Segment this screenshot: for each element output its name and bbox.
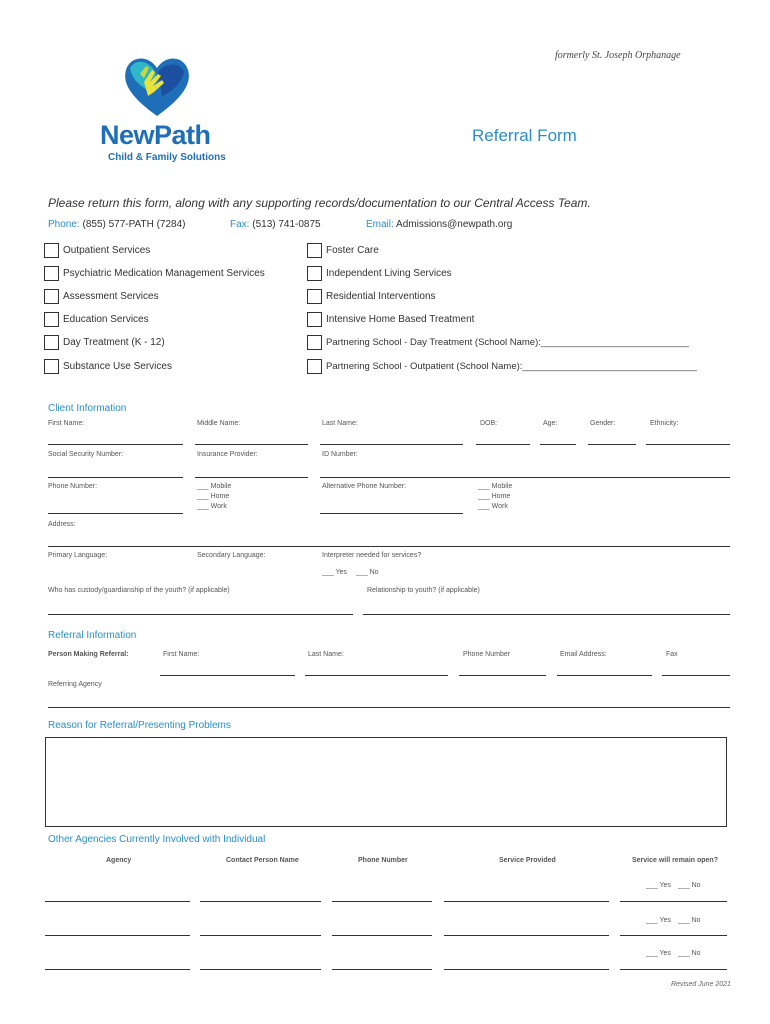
remain-open-yes[interactable]: ___ Yes [646, 882, 671, 889]
referral-phone-label: Phone Number [463, 651, 511, 658]
alt-phone-type-home[interactable]: ___ Home [478, 493, 511, 500]
logo-subtitle: Child & Family Solutions [108, 152, 226, 163]
service-education[interactable] [44, 309, 149, 329]
logo-name: NewPath [100, 120, 211, 150]
agencies-title: Other Agencies Currently Involved with Individual [48, 834, 266, 845]
email-label: Email: [366, 219, 394, 230]
last-name-field[interactable] [320, 444, 463, 445]
checkbox[interactable] [307, 359, 322, 374]
referral-phone-field[interactable] [459, 675, 546, 676]
dob-field[interactable] [476, 444, 530, 445]
phone-label: Phone: [48, 219, 80, 230]
interpreter-yes[interactable]: ___ Yes [322, 569, 347, 576]
service-psychiatric[interactable] [44, 263, 265, 283]
contact-email [366, 219, 512, 230]
custody-field[interactable] [48, 614, 353, 615]
remain-open-field[interactable] [620, 901, 727, 902]
referral-first-name-field[interactable] [160, 675, 295, 676]
referral-info-title: Referral Information [48, 630, 137, 641]
service-assessment[interactable] [44, 286, 159, 306]
service-label: Psychiatric Medication Management Services [63, 267, 265, 279]
agencies-col-agency: Agency [106, 857, 132, 864]
insurance-label: Insurance Provider: [197, 451, 258, 458]
fax-label: Fax: [230, 219, 250, 230]
contact-fax [230, 219, 321, 230]
agencies-col-phone: Phone Number [358, 857, 408, 864]
phone-field[interactable] [332, 935, 432, 936]
heart-hands-icon [122, 52, 192, 122]
reason-title: Reason for Referral/Presenting Problems [48, 720, 231, 731]
contact-field[interactable] [200, 969, 321, 970]
phone-type-home[interactable]: ___ Home [197, 493, 230, 500]
service-label: Partnering School - Day Treatment (School Name):____________________________ [326, 336, 689, 348]
referral-last-name-field[interactable] [305, 675, 448, 676]
dob-label: DOB: [480, 420, 498, 427]
service-substance-use[interactable] [44, 356, 172, 376]
contact-phone [48, 219, 186, 230]
remain-open-field[interactable] [620, 969, 727, 970]
logo [100, 52, 230, 167]
checkbox[interactable] [44, 312, 59, 327]
service-field[interactable] [444, 901, 609, 902]
agencies-col-service: Service Provided [499, 857, 556, 864]
phone-type-mobile[interactable]: ___ Mobile [197, 483, 232, 490]
address-field[interactable] [48, 546, 730, 547]
phone-number-field[interactable] [48, 513, 183, 514]
service-residential[interactable] [307, 286, 436, 306]
service-partnering-outpatient[interactable] [307, 356, 697, 376]
referral-first-name-label: First Name: [163, 651, 200, 658]
id-number-field[interactable] [320, 477, 730, 478]
relationship-field[interactable] [363, 614, 730, 615]
intro-text: Please return this form, along with any supporting records/documentation to our Central Access Team. [48, 196, 591, 210]
referral-email-label: Email Address: [560, 651, 607, 658]
ethnicity-field[interactable] [646, 444, 730, 445]
relationship-label: Relationship to youth? (if applicable) [367, 587, 480, 594]
contact-field[interactable] [200, 901, 321, 902]
form-title: Referral Form [472, 126, 577, 145]
alt-phone-type-work[interactable]: ___ Work [478, 503, 508, 510]
service-label: Independent Living Services [326, 267, 452, 279]
service-intensive-home[interactable] [307, 309, 474, 329]
gender-field[interactable] [588, 444, 636, 445]
agencies-col-remain-open: Service will remain open? [632, 857, 718, 864]
service-label: Intensive Home Based Treatment [326, 313, 475, 325]
insurance-field[interactable] [195, 477, 308, 478]
age-label: Age: [543, 420, 558, 427]
checkbox[interactable] [307, 266, 322, 281]
referral-fax-field[interactable] [662, 675, 730, 676]
service-field[interactable] [444, 969, 609, 970]
client-info-title: Client Information [48, 403, 127, 414]
alt-phone-field[interactable] [320, 513, 463, 514]
remain-open-no[interactable]: ___ No [678, 882, 701, 889]
first-name-field[interactable] [48, 444, 183, 445]
checkbox[interactable] [307, 312, 322, 327]
service-label: Substance Use Services [63, 360, 172, 372]
custody-label: Who has custody/guardianship of the youth? (if applicable) [48, 587, 230, 594]
referral-last-name-label: Last Name: [308, 651, 344, 658]
ethnicity-label: Ethnicity: [650, 420, 679, 427]
checkbox[interactable] [307, 289, 322, 304]
checkbox[interactable] [44, 289, 59, 304]
service-independent-living[interactable] [307, 263, 452, 283]
fax-value: (513) 741-0875 [252, 219, 321, 230]
remain-open-no[interactable]: ___ No [678, 917, 701, 924]
checkbox[interactable] [44, 359, 59, 374]
phone-value: (855) 577-PATH (7284) [82, 219, 186, 230]
phone-field[interactable] [332, 969, 432, 970]
service-label: Assessment Services [63, 290, 159, 302]
referring-agency-label: Referring Agency [48, 681, 102, 688]
alt-phone-type-mobile[interactable]: ___ Mobile [478, 483, 513, 490]
contact-field[interactable] [200, 935, 321, 936]
remain-open-field[interactable] [620, 935, 727, 936]
checkbox[interactable] [307, 243, 322, 258]
remain-open-yes[interactable]: ___ Yes [646, 950, 671, 957]
id-number-label: ID Number: [322, 451, 358, 458]
interpreter-no[interactable]: ___ No [356, 569, 379, 576]
ssn-field[interactable] [48, 477, 183, 478]
phone-number-label: Phone Number: [48, 483, 98, 490]
service-label: Partnering School - Outpatient (School Name):_________________________________ [326, 360, 697, 372]
agency-field[interactable] [45, 935, 190, 936]
service-label: Outpatient Services [63, 244, 151, 256]
interpreter-label: Interpreter needed for services? [322, 552, 422, 559]
service-partnering-day[interactable] [307, 332, 689, 352]
reason-textarea[interactable] [45, 737, 727, 827]
secondary-language-label: Secondary Language: [197, 552, 266, 559]
formerly-note: formerly St. Joseph Orphanage [555, 50, 681, 61]
agencies-col-contact: Contact Person Name [226, 857, 299, 864]
remain-open-yes[interactable]: ___ Yes [646, 917, 671, 924]
service-foster-care[interactable] [307, 240, 379, 260]
agency-field[interactable] [45, 901, 190, 902]
checkbox[interactable] [44, 243, 59, 258]
revised-date: Revised June 2021 [671, 981, 731, 988]
middle-name-field[interactable] [195, 444, 308, 445]
service-day-treatment[interactable] [44, 332, 165, 352]
address-label: Address: [48, 521, 76, 528]
checkbox[interactable] [307, 335, 322, 350]
age-field[interactable] [540, 444, 576, 445]
person-making-referral-label: Person Making Referral: [48, 651, 129, 658]
service-outpatient[interactable] [44, 240, 150, 260]
service-label: Residential Interventions [326, 290, 436, 302]
last-name-label: Last Name: [322, 420, 358, 427]
phone-type-work[interactable]: ___ Work [197, 503, 227, 510]
referral-fax-label: Fax [666, 651, 678, 658]
checkbox[interactable] [44, 266, 59, 281]
ssn-label: Social Security Number: [48, 451, 124, 458]
email-value: Admissions@newpath.org [396, 219, 513, 230]
service-field[interactable] [444, 935, 609, 936]
middle-name-label: Middle Name: [197, 420, 241, 427]
first-name-label: First Name: [48, 420, 85, 427]
primary-language-label: Primary Language: [48, 552, 108, 559]
referral-email-field[interactable] [557, 675, 652, 676]
alt-phone-label: Alternative Phone Number: [322, 483, 407, 490]
service-label: Education Services [63, 313, 149, 325]
checkbox[interactable] [44, 335, 59, 350]
service-label: Day Treatment (K - 12) [63, 336, 165, 348]
service-label: Foster Care [326, 244, 379, 256]
referring-agency-field[interactable] [48, 707, 730, 708]
agency-field[interactable] [45, 969, 190, 970]
remain-open-no[interactable]: ___ No [678, 950, 701, 957]
gender-label: Gender: [590, 420, 616, 427]
phone-field[interactable] [332, 901, 432, 902]
